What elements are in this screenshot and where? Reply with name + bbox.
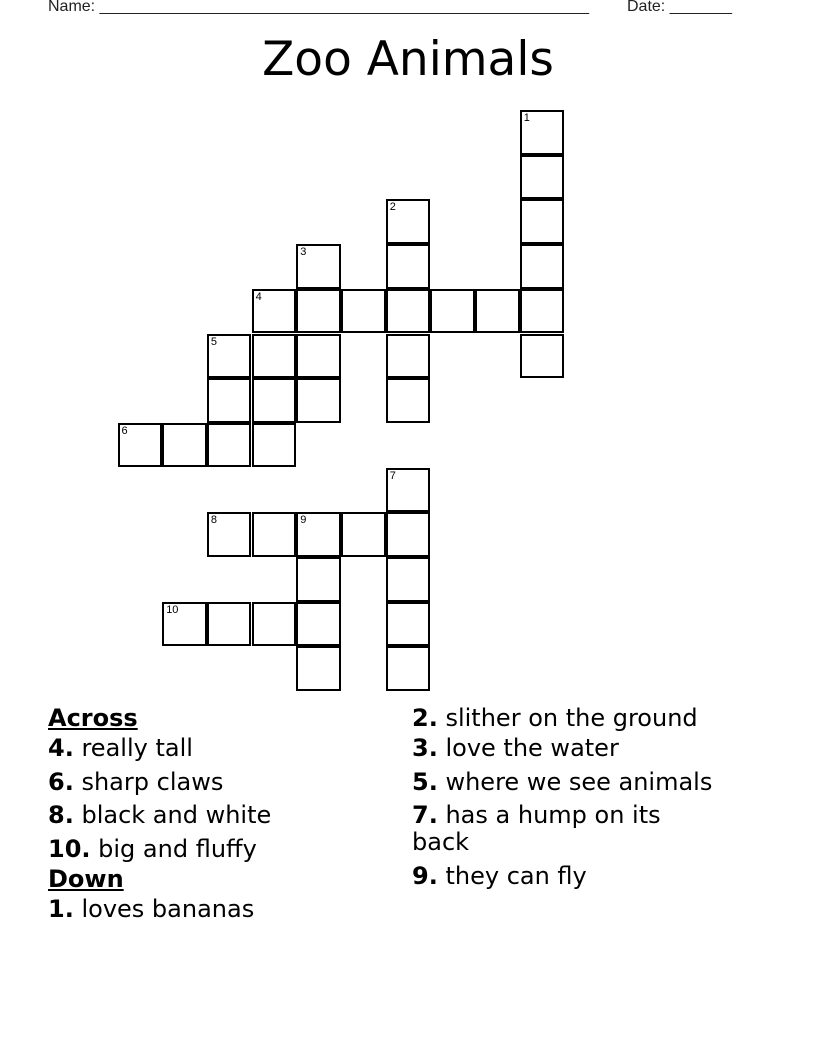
crossword-cell[interactable] (252, 289, 297, 334)
crossword-cell[interactable] (520, 155, 565, 200)
clue-across-10 (48, 836, 388, 863)
crossword-cell[interactable] (296, 512, 341, 557)
clue-number: 6. (48, 767, 74, 796)
crossword-cell[interactable] (386, 602, 431, 647)
clue-down-2 (412, 702, 752, 735)
crossword-cell[interactable] (252, 334, 297, 379)
clue-number-label: 2 (389, 201, 396, 214)
crossword-cell[interactable] (162, 602, 207, 647)
clue-number: 8. (48, 801, 74, 829)
clue-number: 7. (412, 801, 438, 829)
crossword-cell[interactable] (252, 423, 297, 468)
clue-number-label: 5 (210, 335, 218, 348)
crossword-cell[interactable] (386, 289, 431, 334)
clues-left-column (48, 702, 388, 929)
crossword-cell[interactable] (475, 289, 520, 334)
clue-number-label: 4 (255, 290, 262, 303)
crossword-cell[interactable] (252, 512, 297, 557)
clue-text: loves bananas (81, 894, 255, 923)
crossword-cell[interactable] (296, 244, 341, 289)
crossword-cell[interactable] (207, 378, 252, 423)
crossword-cell[interactable] (341, 289, 386, 334)
clue-text: really tall (81, 734, 193, 762)
crossword-cell[interactable] (296, 289, 341, 334)
clue-text: love the water (445, 734, 619, 762)
clue-across-6 (48, 769, 388, 796)
clues-right-column (412, 702, 752, 896)
crossword-cell[interactable] (386, 646, 431, 691)
page-title: Zoo Animals (262, 32, 554, 87)
clue-number-label: 10 (166, 603, 179, 616)
clue-number: 4. (48, 734, 74, 762)
date-field-label: Date: _______ (627, 0, 732, 15)
down-heading: Down (48, 864, 124, 893)
crossword-cell[interactable] (386, 468, 431, 513)
clue-text: where we see animals (445, 767, 713, 796)
clue-number: 10. (48, 834, 91, 863)
crossword-cell[interactable] (296, 602, 341, 647)
crossword-cell[interactable] (118, 423, 163, 468)
clue-number: 5. (412, 767, 438, 796)
across-heading: Across (48, 704, 138, 732)
crossword-cell[interactable] (207, 423, 252, 468)
crossword-cell[interactable] (386, 557, 431, 602)
crossword-cell[interactable] (520, 334, 565, 379)
clue-number-label: 3 (300, 246, 307, 259)
crossword-cell[interactable] (386, 378, 431, 423)
crossword-cell[interactable] (341, 512, 386, 557)
crossword-cell[interactable] (430, 289, 475, 334)
crossword-cell[interactable] (296, 334, 341, 379)
clue-down-9 (412, 863, 752, 890)
crossword-cell[interactable] (520, 110, 565, 155)
clue-text: sharp claws (81, 767, 224, 796)
clue-number-label: 7 (389, 469, 396, 482)
crossword-cell[interactable] (252, 378, 297, 423)
clue-number: 3. (412, 734, 438, 762)
clue-number: 1. (48, 894, 74, 923)
crossword-cell[interactable] (207, 512, 252, 557)
clue-number-label: 6 (121, 424, 128, 437)
clue-across-4 (48, 735, 388, 762)
crossword-cell[interactable] (207, 334, 252, 379)
crossword-cell[interactable] (386, 334, 431, 379)
crossword-cell[interactable] (520, 199, 565, 244)
crossword-cell[interactable] (386, 244, 431, 289)
crossword-cell[interactable] (520, 289, 565, 334)
crossword-cell[interactable] (520, 244, 565, 289)
clue-text: has a hump on its back (412, 801, 661, 856)
crossword-cell[interactable] (296, 557, 341, 602)
crossword-cell[interactable] (386, 512, 431, 557)
clue-number: 9. (412, 861, 438, 890)
crossword-cell[interactable] (296, 378, 341, 423)
crossword-cell[interactable] (252, 602, 297, 647)
clue-text: black and white (81, 801, 272, 829)
clue-down-5 (412, 769, 752, 796)
clue-number-label: 8 (210, 514, 218, 527)
crossword-cell[interactable] (296, 646, 341, 691)
clue-down-7 (412, 802, 692, 856)
clue-down-3 (412, 735, 752, 762)
clue-down-1 (48, 896, 388, 923)
clue-text: they can fly (445, 861, 587, 890)
crossword-cell[interactable] (386, 199, 431, 244)
clue-number-label: 1 (523, 112, 530, 124)
crossword-cell[interactable] (207, 602, 252, 647)
clue-number: 2. (412, 704, 438, 732)
clue-text: slither on the ground (445, 704, 698, 732)
name-field-label: Name: _______________________________________________________ (48, 0, 589, 15)
clue-text: big and fluffy (98, 834, 257, 863)
clue-across-8 (48, 802, 388, 829)
crossword-cell[interactable] (162, 423, 207, 468)
clue-number-label: 9 (300, 514, 307, 527)
